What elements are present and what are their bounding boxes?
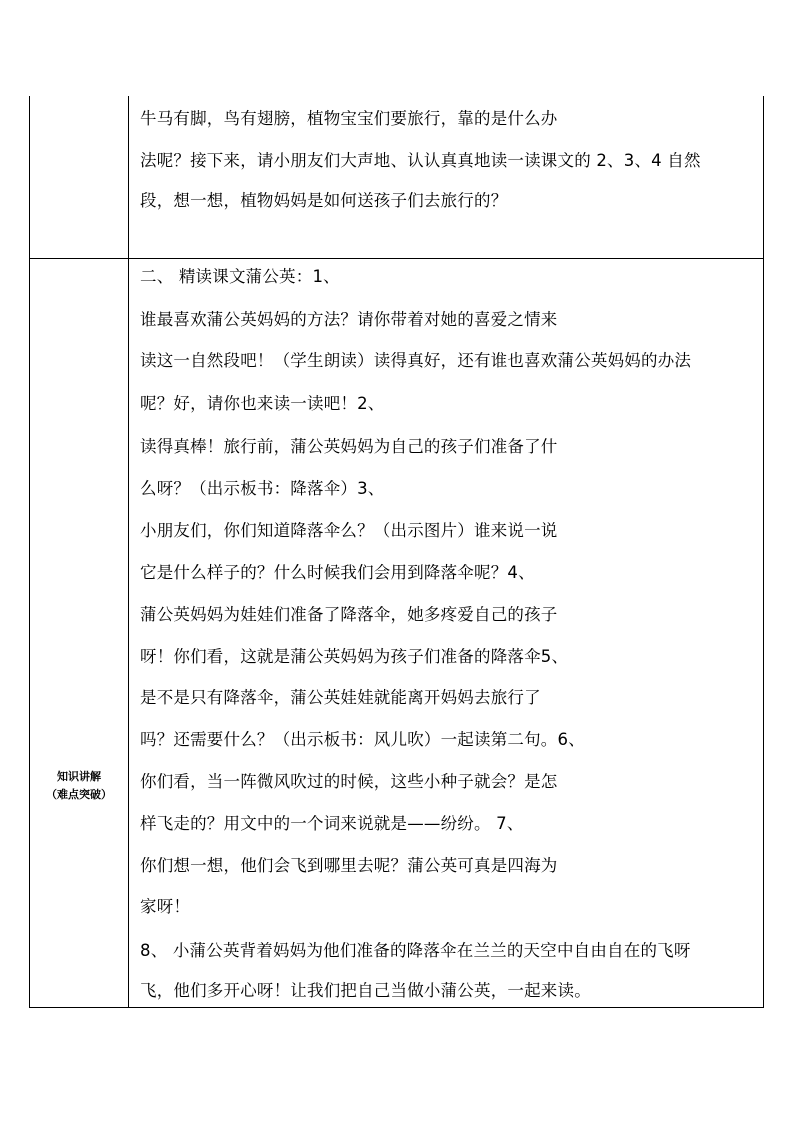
row2-content-cell: [129, 258, 764, 1008]
text-line: 呀！你们看，这就是蒲公英妈妈为孩子们准备的降落伞5、: [140, 647, 569, 666]
text-line: 段，想一想，植物妈妈是如何送孩子们去旅行的？: [140, 191, 508, 210]
text-line: 读这一自然段吧！（学生朗读）读得真好，还有谁也喜欢蒲公英妈妈的办法: [140, 351, 692, 370]
text-line: 是不是只有降落伞，蒲公英娃娃就能离开妈妈去旅行了: [140, 688, 541, 707]
lesson-plan-table: [29, 96, 764, 1008]
row-heading-line2: （难点突破）: [46, 788, 112, 801]
text-line: 样飞走的？用文中的一个词来说就是——纷纷。 7、: [140, 814, 524, 833]
text-line: 你们想一想，他们会飞到哪里去呢？蒲公英可真是四海为: [140, 856, 558, 875]
text-line: 么呀？（出示板书：降落伞）3、: [140, 479, 385, 498]
row2-label-cell: [29, 258, 129, 1008]
row1-content-cell: [129, 96, 764, 258]
text-line: 二、 精读课文蒲公英：1、: [140, 267, 340, 286]
row1-label-cell: [29, 96, 129, 258]
text-line: 小朋友们，你们知道降落伞么？（出示图片）谁来说一说: [140, 521, 558, 540]
text-line: 呢？好，请你也来读一读吧！2、: [140, 394, 385, 413]
text-line: 家呀！: [140, 897, 191, 916]
row-heading-line1: 知识讲解: [57, 770, 101, 783]
text-line: 8、 小蒲公英背着妈妈为他们准备的降落伞在兰兰的天空中自由自在的飞呀: [140, 941, 691, 960]
text-line: 吗？还需要什么？（出示板书：风儿吹）一起读第二句。6、: [140, 730, 585, 749]
text-line: 你们看，当一阵微风吹过的时候，这些小种子就会？是怎: [140, 772, 558, 791]
text-line: 法呢？接下来，请小朋友们大声地、认认真真地读一读课文的 2、3、4 自然: [140, 151, 701, 170]
text-line: 蒲公英妈妈为娃娃们准备了降落伞，她多疼爱自己的孩子: [140, 605, 558, 624]
text-line: 谁最喜欢蒲公英妈妈的方法？请你带着对她的喜爱之情来: [140, 310, 558, 329]
text-line: 它是什么样子的？什么时候我们会用到降落伞呢？4、: [140, 563, 535, 582]
text-line: 读得真棒！旅行前，蒲公英妈妈为自己的孩子们准备了什: [140, 437, 558, 456]
text-line: 飞，他们多开心呀！让我们把自己当做小蒲公英，一起来读。: [140, 981, 591, 1000]
row-heading: [30, 768, 128, 804]
text-line: 牛马有脚，鸟有翅膀，植物宝宝们要旅行，靠的是什么办: [140, 109, 558, 128]
